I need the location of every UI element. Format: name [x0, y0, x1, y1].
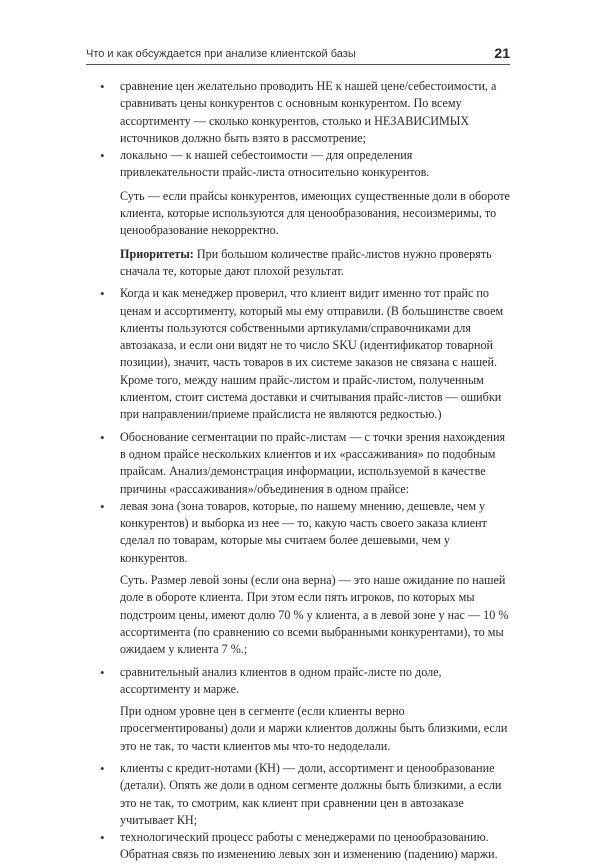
list-item: • клиенты с кредит-нотами (КН) — доли, ассортимент и ценообразование (детали). Опять же доли в одном сегменте должны быть близкими, а если это не так, то смотрим, как клиент при сравнении цен в автозаказе учитывает КН; [92, 760, 512, 829]
priorities-lead: Приоритеты: [120, 246, 194, 261]
paragraph: Суть. Размер левой зоны (если она верна) — это наше ожидание по нашей доле в обороте клиента. При этом если пять игроков, по которых мы подстроим цены, имеют долю 70 % у клиента, а в левой зоне у нас — 10 % ассортимента (по сравнению со всеми выбранными конкурентами), то мы ожидаем у клиента 7 %.; [120, 573, 509, 657]
list-item: • сравнительный анализ клиентов в одном прайс-листе по доле, ассортименту и марже. [92, 664, 512, 699]
list-item: • локально — к нашей себестоимости — для определения привлекательности прайс-листа относительно конкурентов. [92, 147, 512, 182]
running-header [86, 44, 510, 64]
header-divider [86, 64, 510, 65]
page-number: 21 [494, 45, 510, 61]
running-header-title: Что и как обсуждается при анализе клиентской базы [86, 48, 356, 60]
paragraph: Суть — если прайсы конкурентов, имеющих существенные доли в обороте клиента, которые используются для ценообразования, несоизмеримы, то ценообразование некорректно. [120, 188, 510, 238]
page-body [92, 78, 512, 864]
paragraph: При одном уровне цен в сегменте (если клиенты верно просегментированы) доли и маржи клиентов должны быть близкими, если это не так, то части клиентов мы что-то недоделали. [120, 704, 508, 753]
list-item: • левая зона (зона товаров, которые, по нашему мнению, дешевле, чем у конкурентов) и выборка из нее — то, какую часть своего заказа клиент сделал по товарам, которые мы считаем более дешевыми, чем у конкурентов. [92, 498, 512, 567]
list-item: • технологический процесс работы с менеджерами по ценообразованию. Обратная связь по изменению левых зон и изменению (падению) маржи. [92, 829, 512, 864]
list-item: • Когда и как менеджер проверил, что клиент видит именно тот прайс по ценам и ассортименту, который мы ему отправили. (В большинстве своем клиенты пользуются собственными артикулами/справочниками для автозаказа, и если они видят не то число SKU (идентификатор товарной позиции), значит, часть товаров в их системе заказов не связана с нашей. Кроме того, между нашим прайс-листом и прайс-листом, полученным клиентом, стоит система доставки и считывания прайс-листов — ошибки при направлении/приеме прайслиста не являются редкостью.) [92, 285, 512, 423]
paragraph: Приоритеты: При большом количестве прайс-листов нужно проверять сначала те, которые дают плохой результат. [120, 246, 492, 278]
list-item: • Обоснование сегментации по прайс-листам — с точки зрения нахождения в одном прайсе нескольких клиентов и их «рассаживания» по подобным прайсам. Анализ/демонстрация информации, используемой в качестве причины «рассаживания»/объединения в одном прайсе: [92, 429, 512, 498]
list-item: • сравнение цен желательно проводить НЕ к нашей цене/себестоимости, а сравнивать цены конкурентов с основным конкурентом. По всему ассортименту — сколько конкурентов, столько и НЕЗАВИСИМЫХ источников должно быть взято в рассмотрение; [92, 78, 512, 147]
